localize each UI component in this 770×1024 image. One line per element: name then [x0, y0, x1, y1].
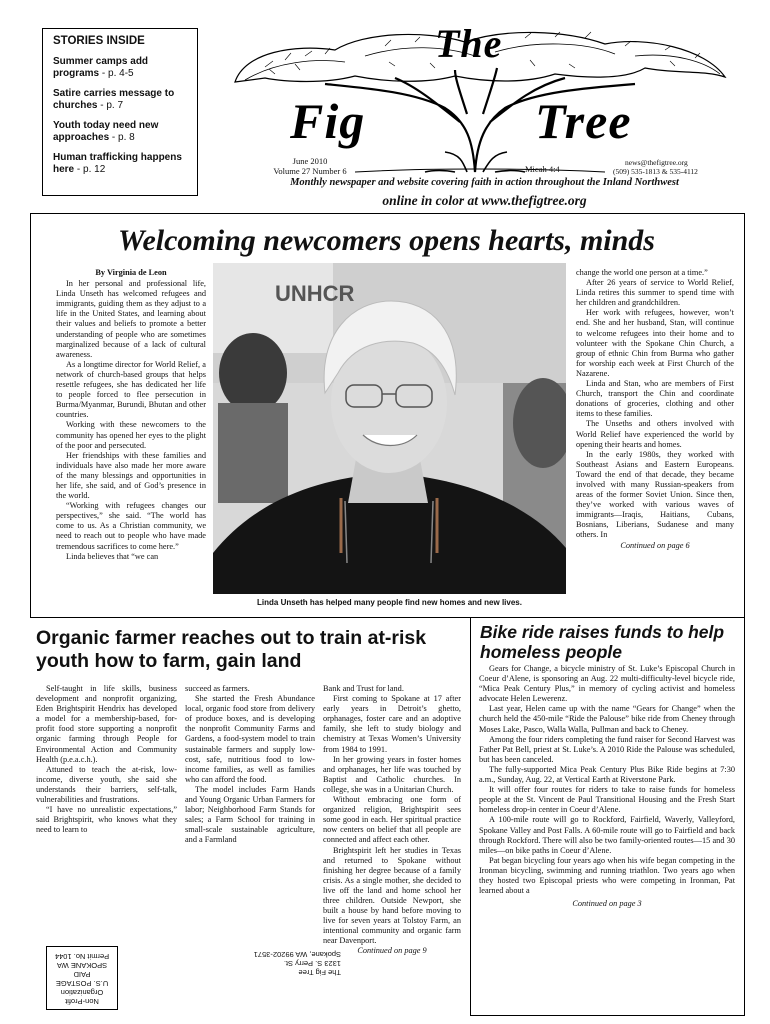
bike-paragraph: A 100-mile route will go to Rockford, Fairfield, Waverly, Valleyford, Spokane Valley and Post Falls. A 60-mile route will go to Fairfield and back through Rockford. There will also be two family-oriented routes—15 and 30 miles—on bike paths in Coeur d’Alene.: [479, 815, 735, 855]
lead-column-1: [56, 268, 206, 562]
farmer-column-2: [185, 684, 315, 846]
address-line: 1323 S. Perry St.: [283, 959, 341, 968]
permit-line: Organization: [60, 988, 104, 997]
bike-column: [479, 664, 735, 909]
farmer-paragraph: She started the Fresh Abundance local, organic food store from delivery of produce boxes, and is developing the nonprofit Community Farms and Gardens, a food-system model to train sustainable farmers and supply low-cost, safe, nutritious food to low-income families, as well as families who can afford the food.: [185, 694, 315, 784]
lead-byline: By Virginia de Leon: [95, 268, 167, 277]
lead-paragraph: In the early 1980s, they worked with Southeast Asians and Eastern Europeans. Toward the end of that decade, they became involved with many Russian-speakers from areas of the former Soviet Union. Since then, they’ve worked with various waves of immigrants—Iraqis, Haitians, Cubans, Bosnians, Liberians, Sudanese and many others. In: [576, 449, 734, 540]
lead-continued-link[interactable]: Continued on page 6: [620, 540, 690, 550]
lead-paragraph: In her personal and professional life, Linda Unseth has welcomed refugees and immigrants, guiding them as they adjust to a life in the United States, and learning about their values and beliefs to promote a better understanding of people who are sometimes marginalized because of a lack of cultural awareness.: [56, 279, 206, 359]
lead-paragraph: Her friendships with these families and individuals have also made her more aware of the many blessings and opportunities in her life, she said, and of God’s presence in the world.: [56, 450, 206, 501]
masthead-title-the: The: [435, 21, 503, 66]
address-line: Spokane, WA 99202-3571: [253, 950, 341, 959]
stories-inside-item[interactable]: Human trafficking happens here - p. 12: [53, 152, 182, 175]
mailing-panel: [46, 946, 341, 1014]
bike-paragraph: Gears for Change, a bicycle ministry of St. Luke’s Episcopal Church in Coeur d’Alene, is sponsoring an Aug. 22 multi-difficulty-level bicycle ride, “Mica Peak Century Plus,” in memory of cycling activist and homeless advocate Helen Lewerenz.: [479, 664, 735, 704]
permit-line: Non-Profit: [65, 997, 99, 1006]
farmer-paragraph: First coming to Spokane at 17 after early years in Detroit’s ghetto, orphanages, foster care and an adoptive family, she left to study biology and chemistry at Texas Women’s University from 1984 to 1991.: [323, 694, 461, 754]
stories-inside-item[interactable]: Summer camps add programs - p. 4-5: [53, 56, 149, 79]
bike-paragraph: The fully-supported Mica Peak Century Plus Bike Ride begins at 7:30 a.m., Sunday, Aug. 22, at Vertical Earth at Riverstone Park.: [479, 764, 735, 785]
portrait-image-icon: [213, 263, 566, 594]
lead-photo-caption: Linda Unseth has helped many people find new homes and new lives.: [257, 598, 522, 607]
masthead-title-fig: Fig: [290, 93, 366, 149]
lead-paragraph: Linda and Stan, who are members of First Church, transport the Chin and coordinate donations of groceries, clothing and other items to these families.: [576, 379, 734, 419]
address-line: The Fig Tree: [298, 968, 341, 977]
farmer-headline[interactable]: Organic farmer reaches out to train at-risk youth how to farm, gain land: [36, 627, 427, 672]
farmer-paragraph: Brightspirit left her studies in Texas and returned to Spokane without finishing her degree because of a family crisis. As a single mother, she decided to live off the land and home school her three children. Outside Newport, she built a house by hand before moving to live for seven years at Tolstoy Farm, an intentional community and organic farm near Davenport.: [323, 845, 461, 946]
farmer-paragraph: “I have no unrealistic expectations,” said Brightspirit, who knows what they need to learn to: [36, 805, 177, 835]
unhcr-sign: UNHCR: [275, 281, 355, 306]
lead-paragraph: “Working with refugees changes our perspectives,” she said. “The world has come to us. As a Christian community, we need to reach out to people who have made tremendous sacrifices to come here.”: [56, 501, 206, 551]
masthead-online-link[interactable]: online in color at www.thefigtree.org: [382, 193, 587, 208]
farmer-paragraph: Self-taught in life skills, business development and nonprofit organizing, Eden Brightspirit Hendrix has developed a model for a membership-based, for-profit food store supporting a nonprofit organic farming through People for Environmental Action and Community Health (p.e.a.c.h.).: [36, 684, 177, 764]
farmer-paragraph: Without embracing one form of organized religion, Brightspirit sees some good in each. Her spiritual practice now centers on belief that all people are connected and affect each other.: [323, 795, 461, 845]
micah-verse: Micah 4:4: [525, 164, 560, 174]
issue-date: June 2010: [292, 156, 328, 166]
linda-unseth-photo: [213, 263, 566, 594]
issue-volume: Volume 27 Number 6: [273, 166, 347, 176]
bike-paragraph: Last year, Helen came up with the name “Gears for Change” when the church held the 450-mile “Ride the Palouse” bike ride from Cheney through Moses Lake, Pasco, Walla Walla, Pullman and back to Cheney.: [479, 704, 735, 734]
permit-line: PAID: [73, 970, 91, 979]
lead-paragraph: Working with these newcomers to the community has opened her eyes to the plight of the poor and persecuted.: [56, 420, 206, 450]
lead-paragraph: Her work with refugees, however, won’t end. She and her husband, Stan, will continue to welcome refugees into their home and to volunteer with the Spokane Chin Church, a group of ethnic Chin from Burma who gather for worship each week at First Church of the Nazarene.: [576, 308, 734, 378]
stories-inside-item[interactable]: Satire carries message to churches - p. 7: [53, 88, 175, 111]
farmer-paragraph: succeed as farmers.: [185, 684, 250, 693]
return-address: [221, 950, 341, 977]
farmer-paragraph: In her growing years in foster homes and orphanages, her life was touched by Baptist and Catholic churches. In college, she was in a Unitarian Church.: [323, 754, 461, 794]
permit-line: U.S. POSTAGE: [55, 979, 109, 988]
masthead: [205, 22, 745, 202]
contact-phone: (509) 535-1813 & 535-4112: [613, 167, 698, 176]
lead-paragraph: After 26 years of service to World Relief, Linda retires this summer to spend time with her children and grandchildren.: [576, 278, 734, 308]
farmer-column-3: [323, 684, 461, 957]
farmer-paragraph: Bank and Trust for land.: [323, 684, 404, 693]
farmer-paragraph: Attuned to teach the at-risk, low-income, diverse youth, she said she understands their barriers, self-talk, vulnerabilities and frustrations.: [36, 764, 177, 805]
contact-email[interactable]: news@thefigtree.org: [625, 158, 688, 167]
lead-paragraph: Linda believes that “we can: [66, 551, 159, 561]
masthead-tagline: Monthly newspaper and website covering faith in action throughout the Inland Northwest: [290, 177, 679, 188]
lead-headline[interactable]: Welcoming newcomers opens hearts, minds: [118, 224, 655, 257]
bike-continued-link[interactable]: Continued on page 3: [572, 899, 642, 909]
farmer-paragraph: The model includes Farm Hands and Young Organic Urban Farmers for labor; Neighborhood Farm Stands for sales; a Farm School for training in small-scale sustainable agriculture, and a Farmland: [185, 784, 315, 845]
permit-line: SPOKANE WA: [56, 961, 108, 970]
stories-inside-item[interactable]: Youth today need new approaches - p. 8: [53, 120, 159, 143]
postage-permit-box: [46, 946, 118, 1010]
lead-paragraph: change the world one person at a time.”: [576, 268, 708, 277]
farmer-continued-link[interactable]: Continued on page 9: [357, 946, 427, 956]
bike-paragraph: It will offer four routes for riders to take to raise funds for homeless people at the St. Vincent de Paul Transitional Housing and the Fresh Start homeless drop-in center in Coeur d’Alene.: [479, 785, 735, 815]
lead-paragraph: The Unseths and others involved with World Relief have experienced the world by opening their hearts and homes.: [576, 419, 734, 449]
permit-line: Permit No. 1044: [54, 952, 110, 961]
stories-inside-box: [42, 28, 198, 196]
bike-headline[interactable]: Bike ride raises funds to help homeless people: [480, 622, 725, 662]
masthead-title-tree: Tree: [535, 93, 632, 149]
bike-paragraph: Among the four riders completing the fund raiser for Second Harvest was Father Pat Bell, priest at St. Luke’s. A 2010 Ride the Palouse was scheduled, but has been canceled.: [479, 734, 735, 764]
farmer-column-1: [36, 684, 177, 835]
bike-paragraph: Pat began bicycling four years ago when his wife began competing in the Ironman bicycling, swimming and running triathlon. Two years ago when they hosted two Episcopal priests who were competing in Ironman, Pat learned about a: [479, 855, 735, 896]
lead-column-2: [576, 268, 734, 551]
lead-paragraph: As a longtime director for World Relief, a network of church-based groups that helps resettle refugees, she has dedicated her life to people forced to flee persecution in Burma/Myanmar, Burundi, Bhutan and other countries.: [56, 359, 206, 420]
stories-inside-heading: STORIES INSIDE: [53, 35, 145, 47]
